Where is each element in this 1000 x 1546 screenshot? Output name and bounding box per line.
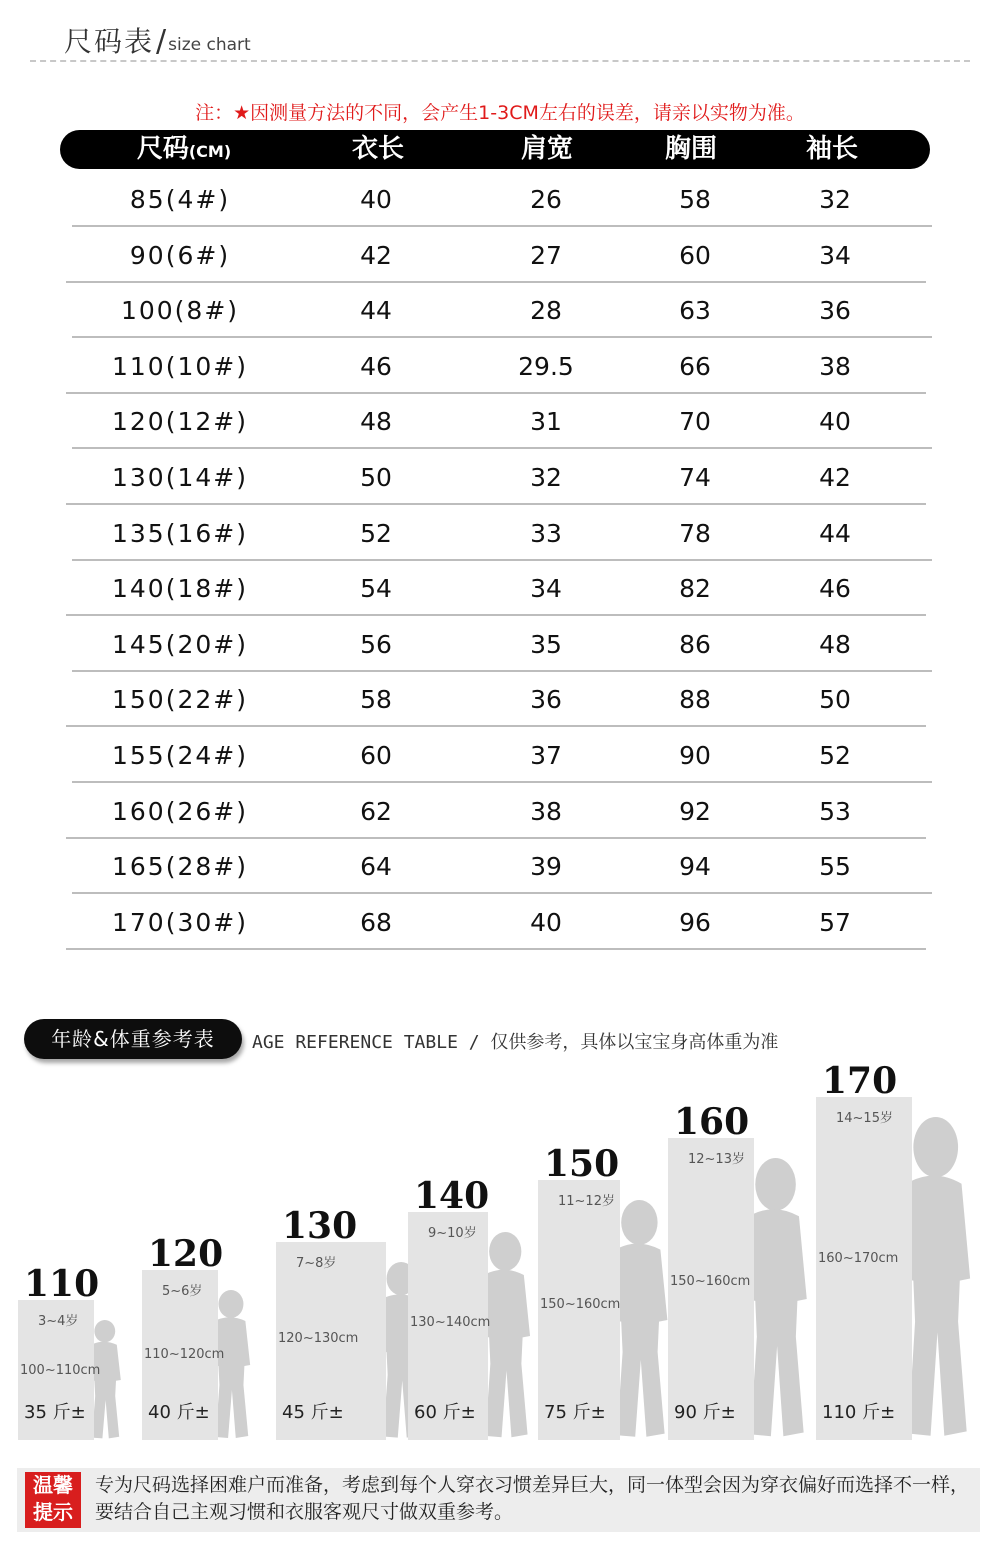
bar-weight-label: 75 斤± [544,1402,606,1423]
bar-age-label: 7~8岁 [296,1256,337,1271]
measurement-note: 注：★因测量方法的不同，会产生1-3CM左右的误差，请亲以实物为准。 [195,102,805,124]
cell-size: 85(4#) [129,185,231,214]
column-header-sleeve: 袖长 [805,134,858,164]
cell-size: 120(12#) [112,407,248,437]
table-row [72,394,932,449]
table-row [66,895,926,950]
cell-size: 90(6#) [129,240,231,270]
cell-chest: 96 [679,907,711,937]
column-header-shoulder: 肩宽 [520,134,573,164]
cell-length: 60 [360,741,392,770]
cell-sleeve: 38 [819,351,851,381]
cell-chest: 60 [679,240,711,270]
cell-chest: 92 [679,796,711,826]
cell-shoulder: 36 [530,685,562,715]
bar-size-label: 130 [282,1205,358,1247]
bar-age-label: 3~4岁 [38,1314,79,1329]
age-reference-badge: 年龄&体重参考表 [24,1019,242,1059]
cell-length: 42 [360,240,392,270]
age-bar [668,1138,754,1440]
bar-size-label: 160 [674,1101,750,1143]
table-row [72,283,932,338]
cell-size: 140(18#) [112,574,248,604]
cell-sleeve: 40 [819,407,851,437]
cell-shoulder: 26 [530,185,562,214]
bar-age-label: 5~6岁 [162,1284,203,1299]
column-header-size: 尺码(CM) [136,134,232,164]
cell-size: 100(8#) [120,296,240,326]
cell-shoulder: 29.5 [518,351,574,381]
cell-sleeve: 48 [819,629,851,659]
cell-size: 150(22#) [112,685,248,715]
table-row [72,617,932,672]
table-row [72,728,932,783]
cell-chest: 66 [679,351,711,381]
bar-weight-label: 45 斤± [282,1402,344,1423]
cell-length: 40 [360,185,392,214]
table-row [66,450,926,505]
cell-sleeve: 42 [819,463,851,492]
cell-sleeve: 57 [819,907,851,937]
cell-shoulder: 31 [530,407,562,437]
cell-shoulder: 34 [530,574,562,604]
bar-weight-label: 110 斤± [822,1402,896,1423]
bar-size-label: 110 [24,1263,100,1305]
bar-weight-label: 60 斤± [414,1402,476,1423]
cell-shoulder: 35 [530,629,562,659]
table-row [72,172,932,227]
cell-length: 44 [360,296,392,326]
cell-length: 64 [360,852,392,882]
cell-sleeve: 46 [819,574,851,604]
bar-age-label: 12~13岁 [688,1152,745,1167]
bar-size-label: 150 [544,1143,620,1185]
bar-height-label: 150~160cm [540,1297,621,1312]
page-header [64,24,251,60]
bar-size-label: 140 [414,1175,490,1217]
bar-age-label: 9~10岁 [428,1226,477,1241]
cell-length: 46 [360,351,392,381]
column-header-chest: 胸围 [664,134,717,164]
tip-box [17,1468,980,1532]
cell-shoulder: 27 [530,240,562,270]
page-title: 尺码表 [64,25,155,58]
bar-height-label: 150~160cm [670,1273,751,1289]
cell-sleeve: 50 [819,685,851,715]
cell-sleeve: 52 [819,741,851,770]
bar-age-label: 11~12岁 [558,1194,615,1209]
cell-chest: 94 [679,852,711,882]
bar-height-label: 100~110cm [20,1363,101,1378]
bar-age-label: 14~15岁 [836,1111,893,1126]
cell-sleeve: 55 [819,852,851,882]
cell-shoulder: 37 [530,741,562,770]
cell-length: 58 [360,685,392,715]
cell-sleeve: 44 [819,518,851,548]
cell-length: 54 [360,574,392,604]
table-row [66,672,926,727]
cell-length: 56 [360,629,392,659]
bar-height-label: 110~120cm [144,1346,225,1362]
cell-size: 130(14#) [112,463,248,492]
size-table-header [60,130,930,169]
cell-length: 68 [360,907,392,937]
title-separator: / [156,24,167,59]
cell-size: 135(16#) [112,518,248,548]
cell-chest: 86 [679,629,711,659]
table-row [66,228,926,283]
cell-size: 110(10#) [112,351,248,381]
cell-chest: 90 [679,741,711,770]
row-divider [66,948,926,950]
age-bar [816,1097,912,1440]
cell-sleeve: 53 [819,796,851,826]
column-header-length: 衣长 [351,134,404,164]
age-reference-title: AGE REFERENCE TABLE / 仅供参考，具体以宝宝身高体重为准 [252,1032,779,1053]
cell-length: 62 [360,796,392,826]
cell-sleeve: 32 [819,185,851,214]
cell-size: 160(26#) [112,796,248,826]
bar-weight-label: 90 斤± [674,1402,736,1423]
cell-size: 165(28#) [112,852,248,882]
table-row [66,561,926,616]
table-row [72,506,932,561]
cell-size: 170(30#) [112,907,248,937]
bar-size-label: 120 [148,1233,224,1275]
cell-shoulder: 40 [530,907,562,937]
cell-size: 145(20#) [112,629,248,659]
bar-weight-label: 35 斤± [24,1402,86,1423]
cell-chest: 58 [679,185,711,214]
cell-size: 155(24#) [112,741,248,770]
cell-shoulder: 32 [530,463,562,492]
tip-badge: 温馨 提示 [25,1472,81,1528]
bar-height-label: 120~130cm [278,1331,359,1347]
cell-length: 50 [360,463,392,492]
bar-weight-label: 40 斤± [148,1402,210,1423]
cell-sleeve: 36 [819,296,851,326]
cell-chest: 78 [679,518,711,548]
cell-length: 48 [360,407,392,437]
cell-chest: 88 [679,685,711,715]
tip-text: 专为尺码选择困难户而准备，考虑到每个人穿衣习惯差异巨大，同一体型会因为穿衣偏好而选择不一样，要结合自己主观习惯和衣服客观尺寸做双重参考。 [95,1474,970,1523]
table-row [66,784,926,839]
cell-chest: 74 [679,463,711,492]
cell-shoulder: 39 [530,852,562,882]
cell-chest: 82 [679,574,711,604]
table-row [72,839,932,894]
page-subtitle: size chart [168,35,251,55]
table-row [66,339,926,394]
bar-height-label: 160~170cm [818,1251,899,1267]
cell-chest: 63 [679,296,711,326]
cell-length: 52 [360,518,392,548]
cell-sleeve: 34 [819,240,851,270]
cell-shoulder: 38 [530,796,562,826]
cell-shoulder: 28 [530,296,562,326]
bar-height-label: 130~140cm [410,1314,491,1330]
cell-chest: 70 [679,407,711,437]
header-divider [30,60,970,62]
cell-shoulder: 33 [530,518,562,548]
bar-size-label: 170 [822,1060,898,1102]
